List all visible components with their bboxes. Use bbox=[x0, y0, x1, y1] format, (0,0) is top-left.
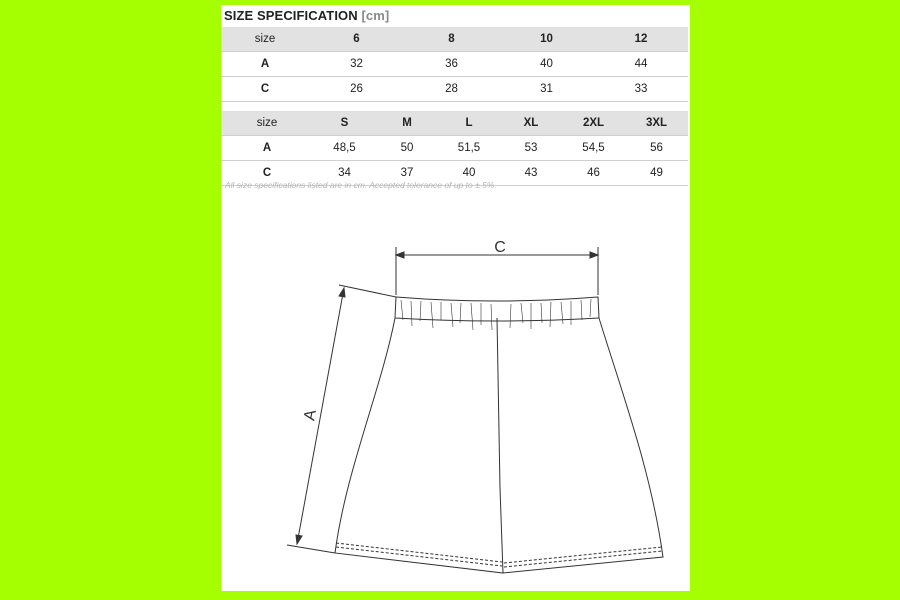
length-extension-top bbox=[339, 285, 396, 297]
arrow-left bbox=[396, 252, 404, 258]
table-cell: 51,5 bbox=[438, 136, 500, 161]
row-label-a: A bbox=[221, 136, 313, 161]
row-label-c: C bbox=[221, 161, 313, 186]
waistband bbox=[395, 297, 599, 321]
table-cell: 28 bbox=[404, 77, 499, 102]
arrow-bottom bbox=[296, 535, 302, 544]
table-cell: 36 bbox=[404, 52, 499, 77]
table-cell: 34 bbox=[313, 161, 376, 186]
kids-header-size: size bbox=[221, 27, 309, 52]
table-cell: 33 bbox=[594, 77, 688, 102]
arrow-top bbox=[339, 288, 345, 297]
kids-header-10: 10 bbox=[499, 27, 594, 52]
kids-size-table bbox=[221, 27, 688, 102]
table-cell: 56 bbox=[625, 136, 688, 161]
row-label-a: A bbox=[221, 52, 309, 77]
table-cell: 53 bbox=[500, 136, 562, 161]
left-hem-stitch bbox=[336, 543, 502, 562]
label-c: C bbox=[494, 239, 506, 256]
right-hem-stitch bbox=[504, 547, 662, 563]
table-cell: 54,5 bbox=[562, 136, 625, 161]
center-seam bbox=[497, 318, 500, 488]
adult-header-3xl: 3XL bbox=[625, 111, 688, 136]
table-cell: 31 bbox=[499, 77, 594, 102]
length-extension-bottom bbox=[287, 545, 335, 553]
spec-title-text: SIZE SPECIFICATION bbox=[224, 8, 358, 23]
table-row bbox=[221, 136, 688, 161]
shorts-diagram-icon bbox=[221, 200, 690, 591]
table-cell: 50 bbox=[376, 136, 438, 161]
kids-header-6: 6 bbox=[309, 27, 404, 52]
label-a: A bbox=[301, 408, 320, 422]
table-cell: 46 bbox=[562, 161, 625, 186]
table-cell: 43 bbox=[500, 161, 562, 186]
arrow-right bbox=[590, 252, 598, 258]
table-cell: 26 bbox=[309, 77, 404, 102]
waist-gathers bbox=[401, 299, 591, 330]
table-cell: 49 bbox=[625, 161, 688, 186]
adult-header-2xl: 2XL bbox=[562, 111, 625, 136]
row-label-c: C bbox=[221, 77, 309, 102]
adult-header-l: L bbox=[438, 111, 500, 136]
table-cell: 40 bbox=[499, 52, 594, 77]
kids-header-12: 12 bbox=[594, 27, 688, 52]
table-cell: 48,5 bbox=[313, 136, 376, 161]
adult-header-size: size bbox=[221, 111, 313, 136]
adult-size-table bbox=[221, 111, 688, 186]
adult-header-s: S bbox=[313, 111, 376, 136]
table-row bbox=[221, 52, 688, 77]
kids-table-header bbox=[221, 27, 688, 52]
adult-header-m: M bbox=[376, 111, 438, 136]
table-cell: 44 bbox=[594, 52, 688, 77]
spec-title bbox=[224, 8, 389, 23]
spec-title-unit: [cm] bbox=[361, 8, 390, 23]
table-cell: 40 bbox=[438, 161, 500, 186]
kids-header-8: 8 bbox=[404, 27, 499, 52]
table-row bbox=[221, 77, 688, 102]
adult-table-header bbox=[221, 111, 688, 136]
table-cell: 37 bbox=[376, 161, 438, 186]
size-spec-sheet bbox=[221, 5, 690, 591]
tolerance-note: All size specifications listed are in cm. Accepted tolerance of up to ± 5%. bbox=[225, 180, 497, 190]
adult-header-xl: XL bbox=[500, 111, 562, 136]
table-cell: 32 bbox=[309, 52, 404, 77]
